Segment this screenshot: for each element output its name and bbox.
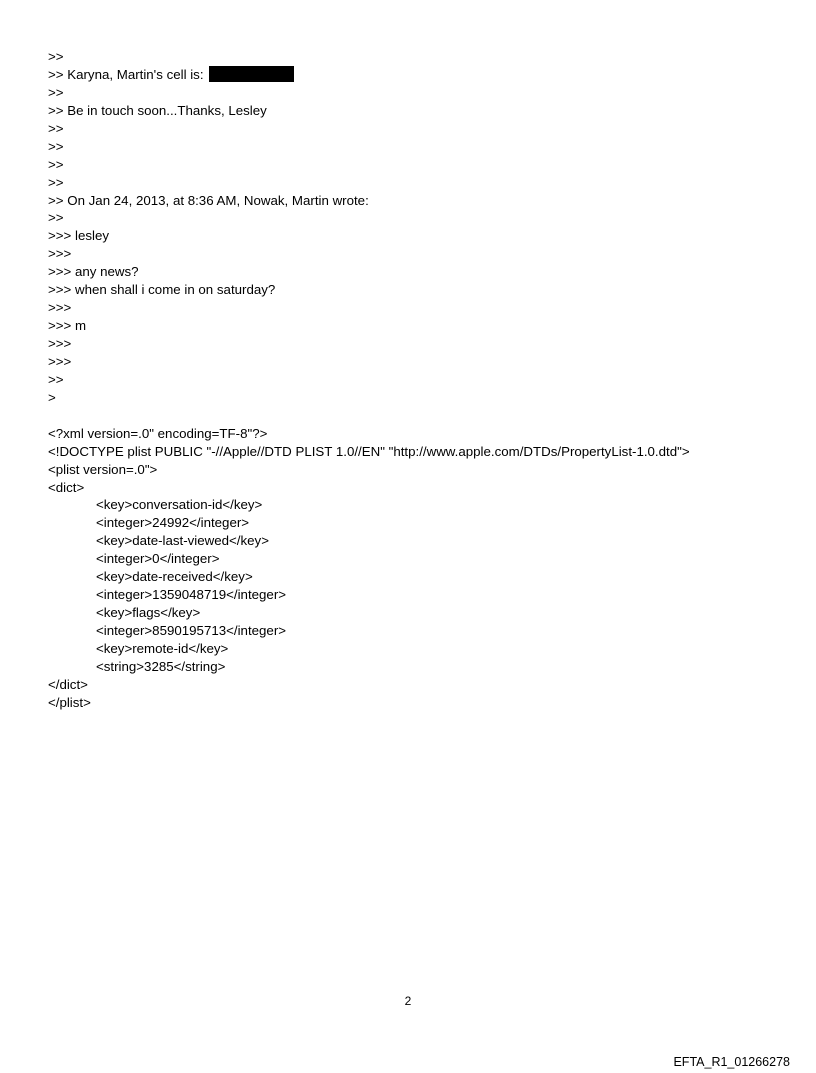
email-line: >> (48, 49, 64, 64)
plist-entry: <integer>1359048719</integer> (96, 587, 287, 603)
page-number: 2 (404, 994, 412, 1008)
plist-open-tag: <plist version=.0"> (48, 461, 158, 477)
email-line: >>> lesley (48, 228, 109, 244)
email-line: >> (48, 371, 64, 387)
email-line: >>> any news? (48, 264, 139, 280)
email-line: > (48, 389, 56, 405)
email-line: >> (48, 210, 64, 226)
plist-entry: <string>3285</string> (96, 658, 226, 674)
email-line: >> (48, 156, 64, 172)
document-body (48, 48, 788, 712)
email-line: >>> (48, 336, 72, 351)
email-line: >> On Jan 24, 2013, at 8:36 AM, Nowak, Martin wrote: (48, 192, 369, 208)
email-line: >> (48, 120, 64, 136)
plist-entry: <integer>8590195713</integer> (96, 623, 287, 638)
email-line: >> Be in touch soon...Thanks, Lesley (48, 102, 267, 118)
plist-entry: <key>date-received</key> (96, 569, 253, 585)
email-line: >> (48, 174, 64, 190)
spacer (48, 407, 788, 425)
xml-declaration: <?xml version=.0" encoding=TF-8"?> (48, 425, 268, 441)
plist-close-tag: </plist> (48, 694, 91, 710)
plist-entry: <key>conversation-id</key> (96, 497, 263, 513)
email-line-text: >> Karyna, Martin's cell is: (48, 66, 204, 82)
dict-open-tag: <dict> (48, 479, 85, 495)
redaction-block (209, 66, 294, 82)
dict-close-tag: </dict> (48, 676, 88, 692)
plist-entry: <key>date-last-viewed</key> (96, 533, 269, 549)
email-line: >>> (48, 353, 72, 369)
plist-entry: <key>remote-id</key> (96, 640, 229, 656)
plist-entry: <integer>24992</integer> (96, 515, 250, 531)
plist-entry: <key>flags</key> (96, 605, 201, 621)
email-line: >> (48, 138, 64, 154)
email-line: >>> (48, 246, 72, 262)
plist-entry: <integer>0</integer> (96, 551, 220, 567)
document-id: EFTA_R1_01266278 (673, 1055, 790, 1069)
email-line: >> (48, 84, 64, 100)
email-line: >>> when shall i come in on saturday? (48, 282, 276, 298)
email-line: >>> (48, 300, 72, 316)
email-line: >>> m (48, 318, 87, 334)
doctype-declaration: <!DOCTYPE plist PUBLIC "-//Apple//DTD PLIST 1.0//EN" "http://www.apple.com/DTDs/PropertyList-1.0.dtd"> (48, 443, 690, 459)
email-line-cell-number (48, 66, 788, 84)
